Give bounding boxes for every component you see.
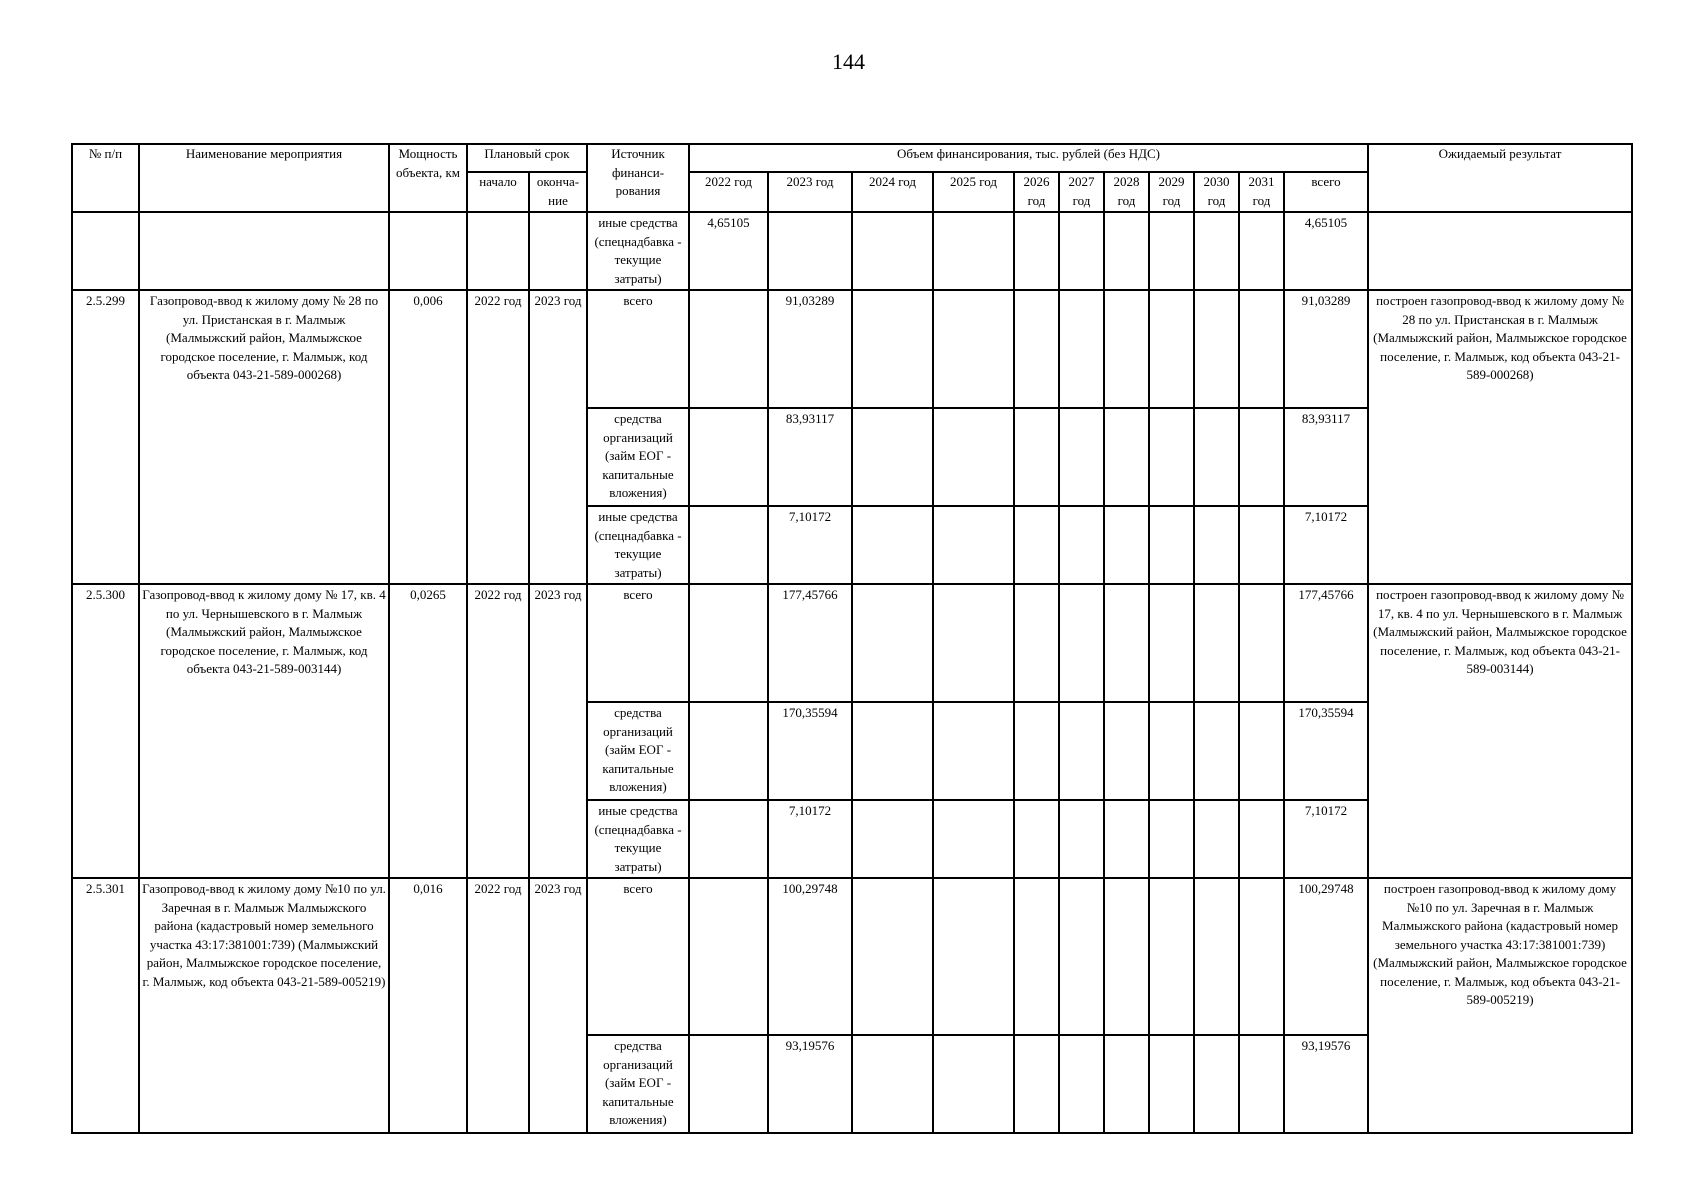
capacity-cell: 0,016: [389, 878, 467, 1133]
value-2023: 177,45766: [768, 584, 852, 702]
value-total: 170,35594: [1284, 702, 1368, 800]
header-year-2028: 2028 год: [1104, 172, 1149, 212]
end-cell: 2023 год: [529, 878, 587, 1133]
header-year-2030: 2030 год: [1194, 172, 1239, 212]
header-year-2025: 2025 год: [933, 172, 1014, 212]
end-cell: 2023 год: [529, 290, 587, 584]
result-cell: построен газопровод-ввод к жилому дому № 28 по ул. Пристанская в г. Малмыж (Малмыжский район, Малмыжское городское поселение, г. Малмыж, код объекта 043-21-589-000268): [1368, 290, 1632, 584]
value-2023: 83,93117: [768, 408, 852, 506]
value-2023: 100,29748: [768, 878, 852, 1035]
header-year-2027: 2027 год: [1059, 172, 1104, 212]
header-planned-term: Плановый срок: [467, 144, 587, 172]
value-total: 7,10172: [1284, 506, 1368, 584]
value-2023: 91,03289: [768, 290, 852, 408]
start-cell: 2022 год: [467, 584, 529, 878]
header-year-2031: 2031 год: [1239, 172, 1284, 212]
header-end: оконча-ние: [529, 172, 587, 212]
value-total: 83,93117: [1284, 408, 1368, 506]
table-row: [72, 290, 1632, 408]
num-cell: [72, 212, 139, 290]
num-cell: 2.5.301: [72, 878, 139, 1133]
value-2022: 4,65105: [689, 212, 768, 290]
value-total: 4,65105: [1284, 212, 1368, 290]
result-cell: [1368, 212, 1632, 290]
source-cell: всего: [587, 290, 689, 408]
name-cell: Газопровод-ввод к жилому дому № 17, кв. 4 по ул. Чернышевского в г. Малмыж (Малмыжский район, Малмыжское городское поселение, г. Малмыж, код объекта 043-21-589-003144): [139, 584, 389, 878]
source-cell: всего: [587, 584, 689, 702]
header-name: Наименование мероприятия: [139, 144, 389, 212]
header-result: Ожидаемый результат: [1368, 144, 1632, 212]
value-2023: 170,35594: [768, 702, 852, 800]
name-cell: [139, 212, 389, 290]
start-cell: 2022 год: [467, 290, 529, 584]
num-cell: 2.5.300: [72, 584, 139, 878]
header-total: всего: [1284, 172, 1368, 212]
financing-table: [71, 143, 1633, 1134]
capacity-cell: 0,006: [389, 290, 467, 584]
table-row: [72, 212, 1632, 290]
source-cell: иные средства (спецнадбавка - текущие затраты): [587, 800, 689, 878]
table-row: [72, 584, 1632, 702]
value-total: 177,45766: [1284, 584, 1368, 702]
end-cell: [529, 212, 587, 290]
source-cell: средства организаций (займ ЕОГ - капитальные вложения): [587, 702, 689, 800]
result-cell: построен газопровод-ввод к жилому дому № 17, кв. 4 по ул. Чернышевского в г. Малмыж (Малмыжский район, Малмыжское городское поселение, г. Малмыж, код объекта 043-21-589-003144): [1368, 584, 1632, 878]
num-cell: 2.5.299: [72, 290, 139, 584]
table-row: [72, 878, 1632, 1035]
page-number: 144: [832, 49, 865, 74]
result-cell: построен газопровод-ввод к жилому дому №10 по ул. Заречная в г. Малмыж Малмыжского района (кадастровый номер земельного участка 43:17:381001:739) (Малмыжский район, Малмыжское городское поселение, г. Малмыж, код объекта 043-21-589-005219): [1368, 878, 1632, 1133]
start-cell: [467, 212, 529, 290]
end-cell: 2023 год: [529, 584, 587, 878]
header-start: начало: [467, 172, 529, 212]
value-2023: 7,10172: [768, 800, 852, 878]
value-2023: 93,19576: [768, 1035, 852, 1133]
header-year-2022: 2022 год: [689, 172, 768, 212]
value-total: 91,03289: [1284, 290, 1368, 408]
source-cell: всего: [587, 878, 689, 1035]
value-total: 93,19576: [1284, 1035, 1368, 1133]
name-cell: Газопровод-ввод к жилому дому №10 по ул. Заречная в г. Малмыж Малмыжского района (кадастровый номер земельного участка 43:17:381001:739) (Малмыжский район, Малмыжское городское поселение, г. Малмыж, код объекта 043-21-589-005219): [139, 878, 389, 1133]
header-year-2023: 2023 год: [768, 172, 852, 212]
header-volume: Объем финансирования, тыс. рублей (без НДС): [689, 144, 1368, 172]
name-cell: Газопровод-ввод к жилому дому № 28 по ул. Пристанская в г. Малмыж (Малмыжский район, Малмыжское городское поселение, г. Малмыж, код объекта 043-21-589-000268): [139, 290, 389, 584]
capacity-cell: 0,0265: [389, 584, 467, 878]
header-year-2026: 2026 год: [1014, 172, 1059, 212]
header-year-2029: 2029 год: [1149, 172, 1194, 212]
header-source: Источник финанси-рования: [587, 144, 689, 212]
header-num: № п/п: [72, 144, 139, 212]
source-cell: средства организаций (займ ЕОГ - капитальные вложения): [587, 1035, 689, 1133]
value-2023: 7,10172: [768, 506, 852, 584]
source-cell: иные средства (спецнадбавка - текущие затраты): [587, 212, 689, 290]
capacity-cell: [389, 212, 467, 290]
header-year-2024: 2024 год: [852, 172, 933, 212]
header-capacity: Мощность объекта, км: [389, 144, 467, 212]
value-total: 7,10172: [1284, 800, 1368, 878]
value-total: 100,29748: [1284, 878, 1368, 1035]
start-cell: 2022 год: [467, 878, 529, 1133]
source-cell: иные средства (спецнадбавка - текущие затраты): [587, 506, 689, 584]
source-cell: средства организаций (займ ЕОГ - капитальные вложения): [587, 408, 689, 506]
